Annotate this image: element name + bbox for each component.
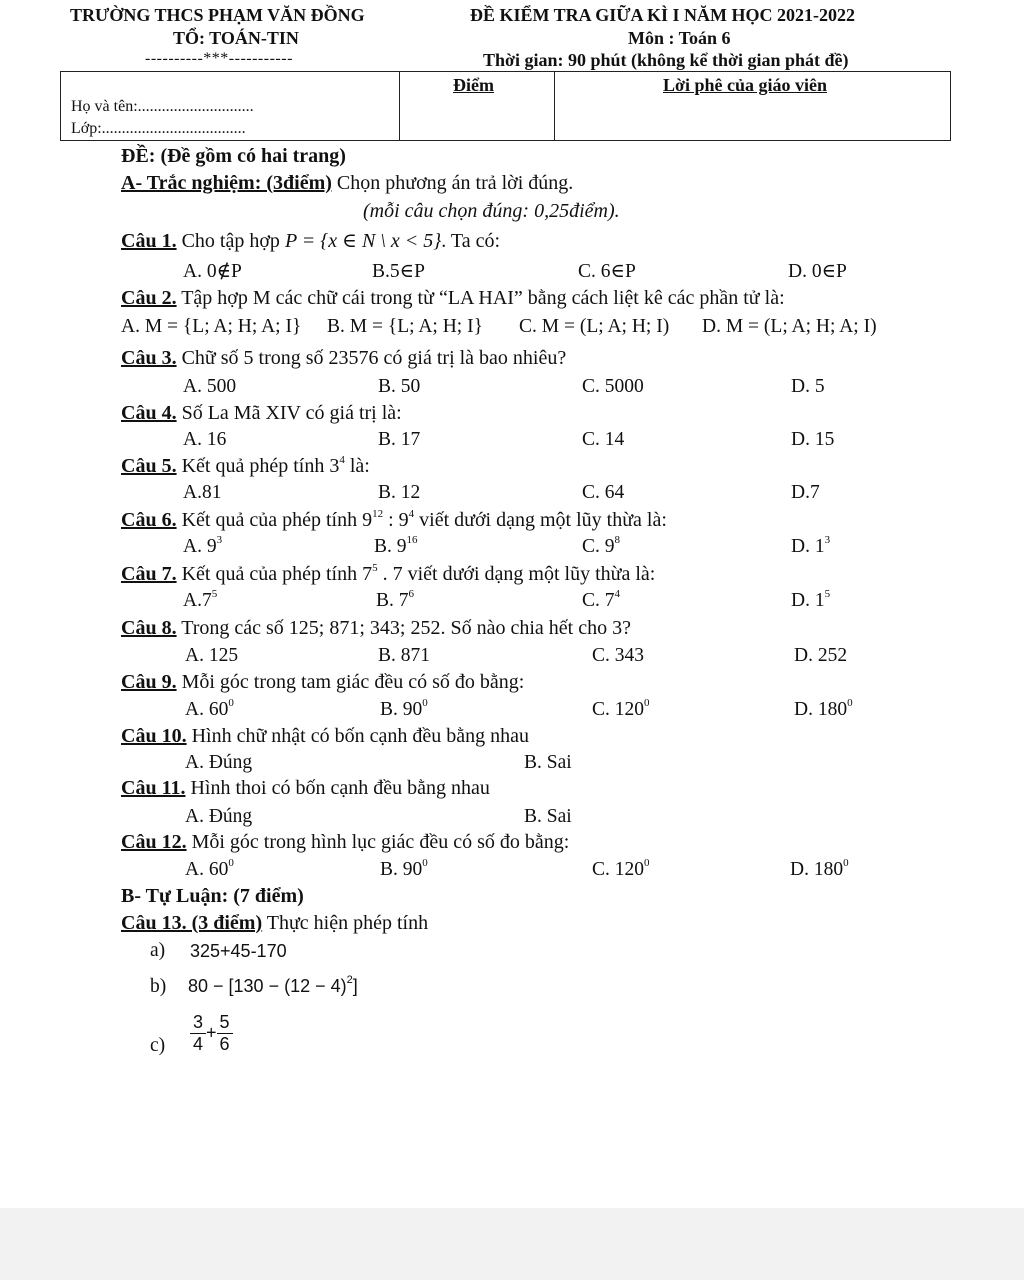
question-label: Câu 13. (3 điểm): [121, 912, 263, 934]
page-bottom-margin: [0, 1208, 1024, 1280]
q7-option-b[interactable]: [376, 590, 414, 612]
q3-option-b[interactable]: B. 50: [378, 376, 421, 397]
exponent: 5: [824, 588, 831, 600]
q3-option-d[interactable]: D. 5: [791, 376, 825, 397]
department: TỔ: TOÁN-TIN: [173, 28, 299, 48]
question-6: [121, 509, 667, 532]
question-text: viết dưới dạng một lũy thừa là:: [414, 509, 667, 531]
exponent: 2: [346, 974, 353, 986]
question-text: Số La Mã XIV có giá trị là:: [176, 402, 402, 424]
exponent: 0: [644, 857, 650, 869]
question-10: [121, 725, 529, 748]
question-label: Câu 7.: [121, 563, 177, 585]
q11-option-b[interactable]: B. Sai: [524, 806, 572, 827]
question-8: [121, 617, 631, 640]
option-base: D. 1: [791, 536, 825, 557]
exponent: 8: [614, 534, 621, 546]
set-formula: P = {x ∈ N \ x < 5}: [284, 230, 442, 252]
q9-option-c[interactable]: [592, 699, 650, 721]
option-base: A. 9: [183, 536, 217, 557]
q9-option-b[interactable]: [380, 699, 428, 721]
denominator: 6: [219, 1033, 230, 1054]
question-1: [121, 228, 500, 253]
question-3: [121, 347, 566, 370]
question-4: [121, 402, 402, 425]
plus-operator: +: [206, 1022, 217, 1043]
option-base: A. 60: [185, 699, 229, 720]
q3-option-c[interactable]: C. 5000: [582, 376, 644, 397]
part-a-note: (mỗi câu chọn đúng: 0,25điểm).: [363, 200, 620, 222]
duration: Thời gian: 90 phút (không kể thời gian phát đề): [483, 50, 849, 70]
question-text: Chữ số 5 trong số 23576 có giá trị là bao nhiêu?: [176, 347, 567, 369]
question-text: Tập hợp M các chữ cái trong từ “LA HAI” bằng cách liệt kê các phần tử là:: [176, 287, 785, 309]
q13-item-c-label: c): [150, 1035, 166, 1056]
exponent: 0: [847, 697, 853, 709]
comment-header: Lời phê của giáo viên: [663, 75, 827, 95]
option-base: B. 9: [374, 536, 407, 557]
q1-option-a[interactable]: A. 0∉P: [183, 261, 242, 282]
question-label: Câu 11.: [121, 777, 186, 799]
question-label: Câu 6.: [121, 509, 177, 531]
question-text: Cho tập hợp: [176, 230, 285, 252]
q8-option-c[interactable]: C. 343: [592, 645, 645, 666]
fraction-1: [190, 1012, 206, 1054]
question-5: [121, 455, 370, 478]
q5-option-b[interactable]: B. 12: [378, 482, 421, 503]
option-base: D. 180: [794, 699, 848, 720]
q13-item-c-expr: [190, 1012, 233, 1054]
exam-title: ĐỀ KIỂM TRA GIỮA KÌ I NĂM HỌC 2021-2022: [470, 5, 856, 25]
numerator: 3: [190, 1012, 206, 1034]
question-label: Câu 3.: [121, 347, 177, 369]
question-label: Câu 5.: [121, 455, 177, 477]
question-text: Thực hiện phép tính: [262, 912, 429, 934]
q10-option-a[interactable]: A. Đúng: [185, 752, 253, 773]
q5-option-d[interactable]: D.7: [791, 482, 820, 503]
option-base: D. 1: [791, 590, 825, 611]
fraction-2: [217, 1012, 233, 1054]
q8-option-b[interactable]: B. 871: [378, 645, 431, 666]
exponent: 4: [339, 454, 345, 466]
question-label: Câu 8.: [121, 617, 177, 639]
q10-option-b[interactable]: B. Sai: [524, 752, 572, 773]
q13-item-a-label: a): [150, 940, 166, 961]
option-base: B. 7: [376, 590, 409, 611]
student-class-field[interactable]: Lớp:....................................: [71, 120, 246, 137]
q9-option-d[interactable]: [794, 699, 853, 721]
option-base: C. 120: [592, 699, 645, 720]
question-text: : 9: [383, 509, 409, 531]
option-base: A. 60: [185, 859, 229, 880]
exponent: 16: [406, 534, 418, 546]
question-label: Câu 2.: [121, 287, 177, 309]
part-a-instruction: Chọn phương án trả lời đúng.: [336, 172, 574, 194]
option-base: D. 180: [790, 859, 844, 880]
q2-option-a[interactable]: A. M = {L; A; H; A; I}: [121, 316, 302, 337]
school-name: TRƯỜNG THCS PHẠM VĂN ĐỒNG: [70, 5, 365, 25]
option-base: C. 7: [582, 590, 615, 611]
question-text: là:: [344, 455, 370, 477]
q3-option-a[interactable]: A. 500: [183, 376, 237, 397]
exponent: 0: [843, 857, 849, 869]
exponent: 6: [408, 588, 415, 600]
exponent: 4: [408, 508, 415, 520]
q13-item-b-expr: [188, 976, 358, 997]
exponent: 0: [422, 857, 428, 869]
option-base: B. 90: [380, 699, 423, 720]
q4-option-d[interactable]: D. 15: [791, 429, 835, 450]
table-divider: [399, 72, 400, 140]
q4-option-a[interactable]: A. 16: [183, 429, 227, 450]
question-text: . 7 viết dưới dạng một lũy thừa là:: [377, 563, 656, 585]
part-a-heading: [121, 172, 573, 195]
q1-option-d[interactable]: D. 0∈P: [788, 261, 847, 282]
q1-option-c[interactable]: C. 6∈P: [578, 261, 636, 282]
expr-part: ]: [352, 976, 358, 996]
exponent: 5: [372, 562, 378, 574]
question-12: [121, 831, 569, 854]
denominator: 4: [193, 1033, 204, 1054]
expr-part: 80 − [130 − (12 − 4): [188, 976, 347, 996]
q5-option-c[interactable]: C. 64: [582, 482, 625, 503]
q6-option-a[interactable]: [183, 536, 222, 558]
option-base: C. 120: [592, 859, 645, 880]
q6-option-d[interactable]: [791, 536, 830, 558]
q11-option-a[interactable]: A. Đúng: [185, 806, 253, 827]
exponent: 0: [228, 857, 234, 869]
question-13: [121, 912, 428, 935]
q12-option-a[interactable]: [185, 859, 234, 881]
question-label: Câu 12.: [121, 831, 187, 853]
question-label: Câu 9.: [121, 671, 177, 693]
q13-item-b-label: b): [150, 976, 167, 997]
q4-option-b[interactable]: B. 17: [378, 429, 421, 450]
q7-option-c[interactable]: [582, 590, 620, 612]
question-7: [121, 563, 655, 586]
student-info-table: [60, 71, 951, 141]
exponent: 5: [211, 588, 218, 600]
part-a-title: A- Trắc nghiệm: (3điểm): [121, 172, 332, 194]
question-text: Kết quả của phép tính 7: [176, 563, 373, 585]
q1-option-b[interactable]: B.5∈P: [372, 261, 425, 282]
exponent: 12: [372, 508, 384, 520]
q12-option-d[interactable]: [790, 859, 849, 881]
table-divider: [554, 72, 555, 140]
question-text: Trong các số 125; 871; 343; 252. Số nào chia hết cho 3?: [176, 617, 631, 639]
question-text: . Ta có:: [441, 230, 501, 252]
question-2: [121, 287, 785, 310]
q5-option-a[interactable]: A.81: [183, 482, 222, 503]
question-text: Kết quả của phép tính 9: [176, 509, 373, 531]
question-label: Câu 10.: [121, 725, 187, 747]
q4-option-c[interactable]: C. 14: [582, 429, 625, 450]
header-divider: ----------***-----------: [145, 50, 293, 67]
part-b-title-text: B- Tự Luận: (7 điểm): [121, 885, 304, 907]
question-9: [121, 671, 524, 694]
exponent: 3: [216, 534, 223, 546]
q7-option-a[interactable]: [183, 590, 217, 612]
exponent: 0: [228, 697, 234, 709]
q12-option-b[interactable]: [380, 859, 428, 881]
question-text: Kết quả phép tính 3: [176, 455, 340, 477]
exam-pages-note: ĐỀ: (Đề gồm có hai trang): [121, 145, 346, 167]
question-label: Câu 1.: [121, 230, 177, 252]
q8-option-a[interactable]: A. 125: [185, 645, 239, 666]
option-base: A.7: [183, 590, 212, 611]
q12-option-c[interactable]: [592, 859, 650, 881]
question-text: Hình thoi có bốn cạnh đều bằng nhau: [185, 777, 490, 799]
subject: Môn : Toán 6: [628, 28, 731, 48]
q8-option-d[interactable]: D. 252: [794, 645, 848, 666]
q2-option-b[interactable]: B. M = {L; A; H; I}: [327, 316, 483, 337]
question-text: Mỗi góc trong tam giác đều có số đo bằng:: [176, 671, 525, 693]
score-header: Điểm: [453, 75, 494, 95]
question-text: Hình chữ nhật có bốn cạnh đều bằng nhau: [186, 725, 529, 747]
exponent: 0: [644, 697, 650, 709]
numerator: 5: [217, 1012, 233, 1034]
q6-option-c[interactable]: [582, 536, 620, 558]
question-11: [121, 777, 490, 800]
exponent: 4: [614, 588, 621, 600]
part-b-title: [121, 885, 304, 908]
q9-option-a[interactable]: [185, 699, 234, 721]
q13-item-a-expr: 325+45-170: [190, 941, 287, 961]
question-text: Mỗi góc trong hình lục giác đều có số đo bằng:: [186, 831, 570, 853]
q7-option-d[interactable]: [791, 590, 830, 612]
exponent: 0: [422, 697, 428, 709]
q2-option-d[interactable]: D. M = (L; A; H; A; I): [702, 316, 877, 337]
option-base: C. 9: [582, 536, 615, 557]
question-label: Câu 4.: [121, 402, 177, 424]
q6-option-b[interactable]: [374, 536, 418, 558]
exponent: 3: [824, 534, 831, 546]
student-name-field[interactable]: Họ và tên:.............................: [71, 98, 254, 115]
q2-option-c[interactable]: C. M = (L; A; H; I): [519, 316, 670, 337]
option-base: B. 90: [380, 859, 423, 880]
